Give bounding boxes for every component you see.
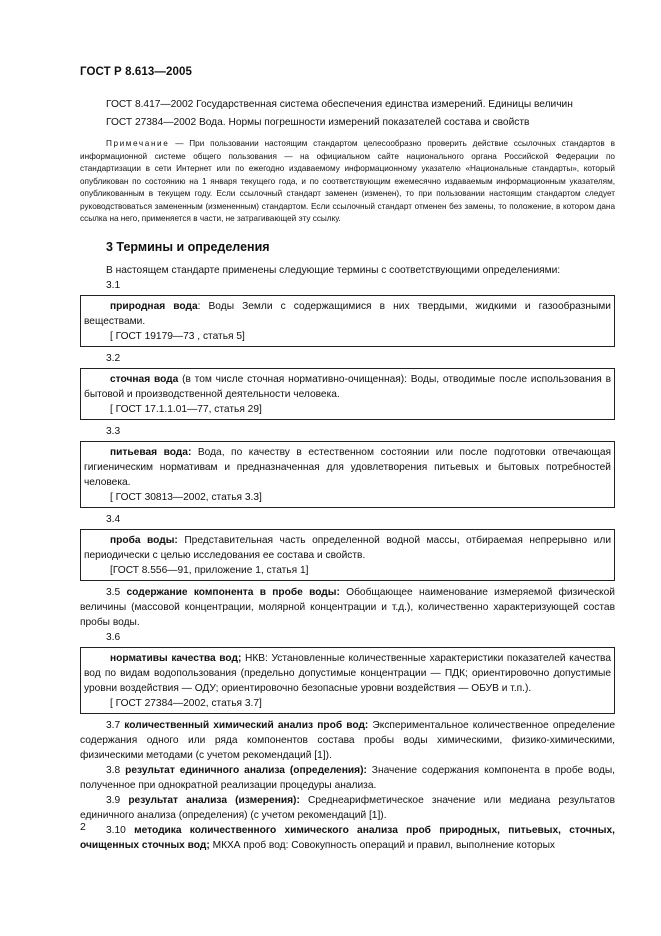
term-name: количественный химический анализ проб вод: [124,719,369,731]
term-number: 3.3 [106,425,121,437]
term-source: [ ГОСТ 30813—2002, статья 3.3] [110,491,262,503]
term-text: Обобщающее наименование измеряемой физической величины (массовой концентрации, молярной концентрации и т.д.), количественно характеризующей состав пробы воды. [80,586,615,628]
term-name: результат единичного анализа (определения): [125,764,367,776]
term-definition [84,445,611,490]
term-source: [ ГОСТ 17.1.1.01—77, статья 29] [110,403,262,415]
term-text: Представительная часть определенной водной массы, отбираемая непрерывно или периодически с целью исследования ее состава и свойств. [84,534,612,561]
term-number: 3.2 [106,352,121,364]
term-name: результат анализа (измерения): [128,794,300,806]
term-name: сточная вода [110,373,179,385]
term-name: содержание компонента в пробе воды: [126,586,340,598]
term-name: природная вода [110,300,198,312]
term-text: МКХА проб вод: Совокупность операций и правил, выполнение которых [209,839,555,851]
term-number: 3.10 [106,824,126,836]
term-definition-3-9 [80,793,615,823]
term-name: нормативы качества вод; [110,652,242,664]
section-title: 3 Термины и определения [106,239,270,254]
term-number: 3.7 [106,719,121,731]
term-definition-box [80,295,615,347]
term-definition-3-7 [80,718,615,763]
term-definition [84,372,611,402]
term-number: 3.8 [106,764,121,776]
term-number: 3.5 [106,586,121,598]
term-number: 3.6 [106,631,121,643]
term-definition-3-5 [80,585,615,630]
page-content [80,97,615,853]
page-number: 2 [80,821,86,833]
term-source: [ ГОСТ 27384—2002, статья 3.7] [110,697,262,709]
term-name: питьевая вода: [110,446,192,458]
term-text: Вода, по качеству в естественном состоянии или после подготовки отвечающая гигиеническим нормативам и предназначенная для удовлетворения питьевых и бытовых потребностей человека. [84,446,611,488]
term-text: : Воды Земли с содержащимися в них твердыми, жидкими и газообразными веществами. [84,300,611,327]
term-definition-box [80,529,615,581]
term-text: Экспериментальное количественное определение содержания одного или ряда компонентов состава пробы воды химическими, физико-химическими, физическими методами (с учетом рекомендаций [1]). [80,719,615,761]
term-text: Значение содержания компонента в пробе воды, полученное при однократной реализации процедуры анализа. [80,764,615,791]
term-definition [84,299,611,329]
standard-code-header: ГОСТ Р 8.613—2005 [80,66,192,78]
term-definition-3-8 [80,763,615,793]
term-definition-box [80,368,615,420]
note-text: — При пользовании настоящим стандартом целесообразно проверить действие ссылочных стандартов в информационной системе общего пользования — на официальном сайте национального органа Российской Федерации по стандартизации в сети Интернет или по ежегодно издаваемому информационному указателю «Национальные стандарты», который опубликован по состоянию на 1 января текущего года, и по соответствующим ежемесячно издаваемым информационным указателям, опубликованным в текущем году. Если ссылочный стандарт заменен (изменен), то при пользовании настоящим стандартом следует руководствоваться замененным (измененным) стандартом. Если ссылочный стандарт отменен без замены, то положение, в котором дана ссылка на него, применяется в части, не затрагивающей эту ссылку. [80,139,615,223]
term-number: 3.4 [106,513,121,525]
term-text: НКВ: Установленные количественные характеристики показателей качества вод по видам водопользования (предельно допустимые концентрации — ПДК; ориентировочно допустимые уровни воздействия — ОДУ; ориентировочно безопасные уровни воздействия — ОБУВ и т.п.). [84,652,612,694]
reference-gost-8-417: ГОСТ 8.417—2002 Государственная система обеспечения единства измерений. Единицы величин [106,99,573,110]
term-definition-box [80,647,615,714]
reference-gost-27384: ГОСТ 27384—2002 Вода. Нормы погрешности измерений показателей состава и свойств [106,117,530,128]
term-name: методика количественного химического анализа проб природных, питьевых, сточных, очищенных сточных вод; [80,824,615,851]
term-name: проба воды: [110,534,178,546]
term-source: [ ГОСТ 19179—73 , статья 5] [110,330,245,342]
term-source: [ГОСТ 8.556—91, приложение 1, статья 1] [110,564,309,576]
term-number: 3.9 [106,794,121,806]
term-definition-box [80,441,615,508]
term-text: (в том числе сточная нормативно-очищенная): Воды, отводимые после использования в бытовой и производственной деятельности человека. [84,373,611,400]
term-definition [84,651,611,696]
term-definition [84,533,611,563]
term-definition-3-10 [80,823,615,853]
term-text: Среднеарифметическое значение или медиана результатов единичного анализа (определения) (с учетом рекомендаций [1]). [80,794,615,821]
section-intro: В настоящем стандарте применены следующие термины с соответствующими определениями: [106,264,561,276]
note-paragraph [80,138,615,226]
term-number: 3.1 [106,279,121,291]
note-label: Примечание [106,139,170,148]
